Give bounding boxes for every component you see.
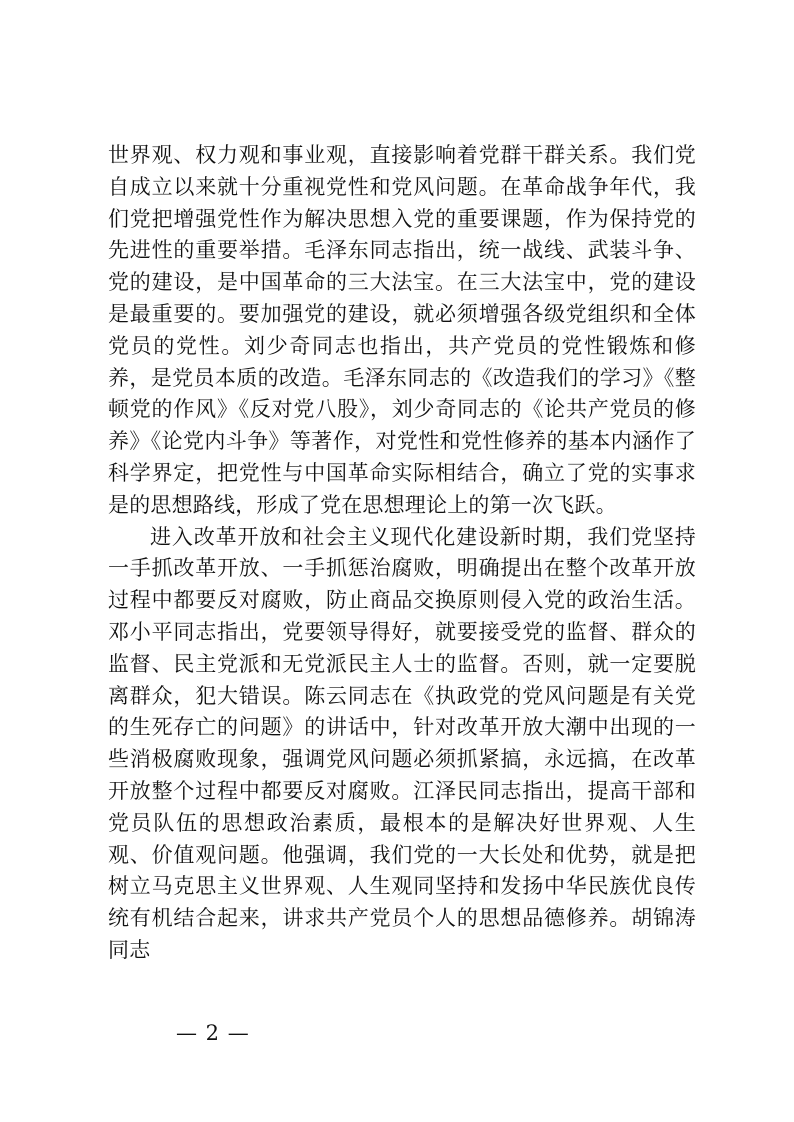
page-number: — 2 — <box>176 1021 250 1045</box>
document-body <box>108 140 696 967</box>
paragraph-2: 进入改革开放和社会主义现代化建设新时期，我们党坚持一手抓改革开放、一手抓惩治腐败，明确提出在整个改革开放过程中都要反对腐败，防止商品交换原则侵入党的政治生活。邓小平同志指出，党要领导得好，就要接受党的监督、群众的监督、民主党派和无党派民主人士的监督。否则，就一定要脱离群众，犯大错误。陈云同志在《执政党的党风问题是有关党的生死存亡的问题》的讲话中，针对改革开放大潮中出现的一些消极腐败现象，强调党风问题必须抓紧搞，永远搞，在改革开放整个过程中都要反对腐败。江泽民同志指出，提高干部和党员队伍的思想政治素质，最根本的是解决好世界观、人生观、价值观问题。他强调，我们党的一大长处和优势，就是把树立马克思主义世界观、人生观同坚持和发扬中华民族优良传统有机结合起来，讲求共产党员个人的思想品德修养。胡锦涛同志 <box>108 524 696 962</box>
paragraph-1: 世界观、权力观和事业观，直接影响着党群干群关系。我们党自成立以来就十分重视党性和党风问题。在革命战争年代，我们党把增强党性作为解决思想入党的重要课题，作为保持党的先进性的重要举措。毛泽东同志指出，统一战线、武装斗争、党的建设，是中国革命的三大法宝。在三大法宝中，党的建设是最重要的。要加强党的建设，就必须增强各级党组织和全体党员的党性。刘少奇同志也指出，共产党员的党性锻炼和修养，是党员本质的改造。毛泽东同志的《改造我们的学习》《整顿党的作风》《反对党八股》，刘少奇同志的《论共产党员的修养》《论党内斗争》等著作，对党性和党性修养的基本内涵作了科学界定，把党性与中国革命实际相结合，确立了党的实事求是的思想路线，形成了党在思想理论上的第一次飞跃。 <box>108 143 696 517</box>
